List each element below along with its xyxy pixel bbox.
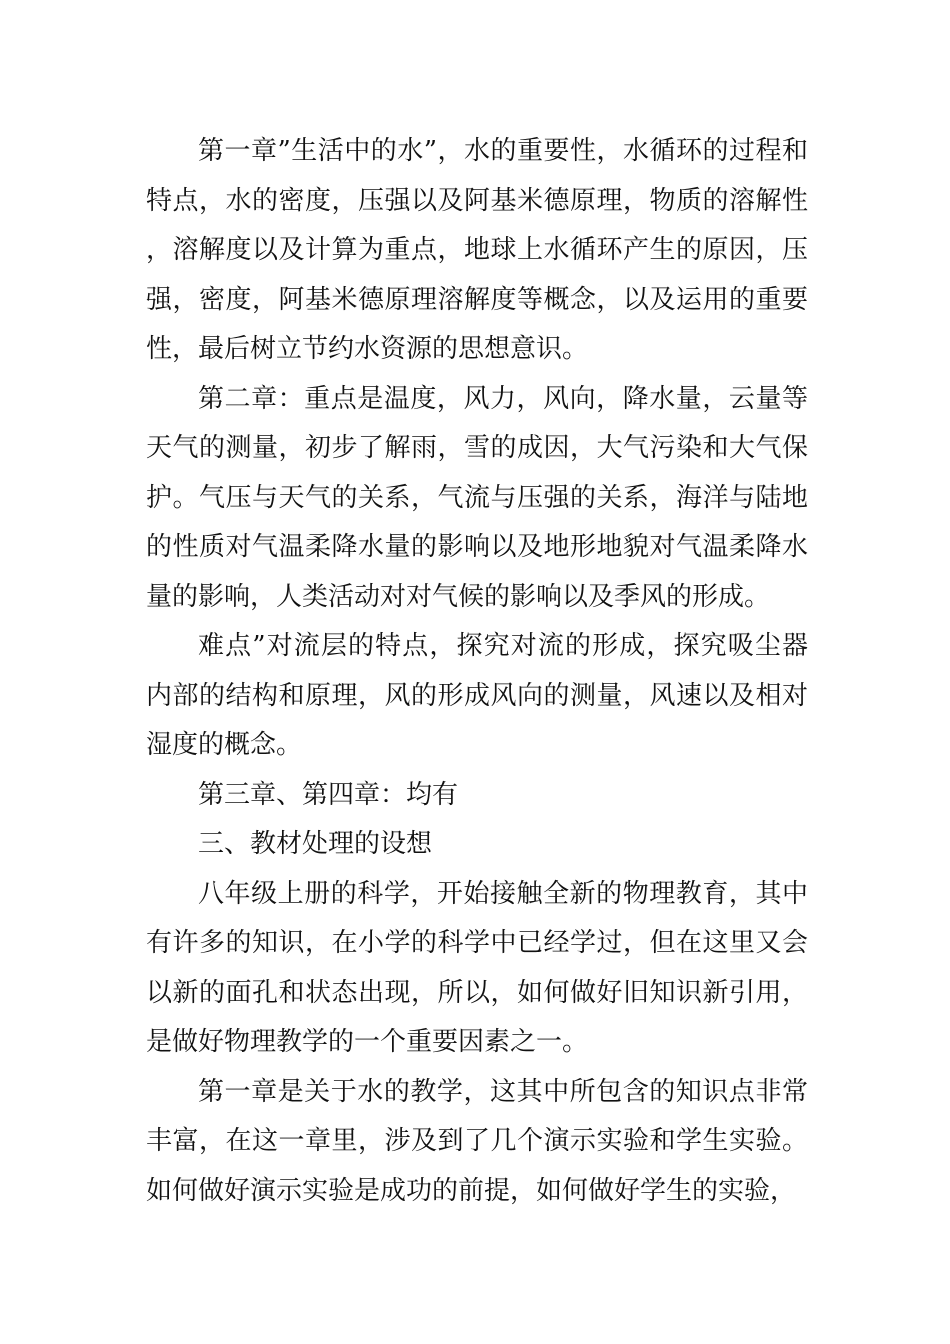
paragraph-chapter-two: 第二章：重点是温度，风力，风向，降水量，云量等天气的测量，初步了解雨，雪的成因，大气污染和大气保护。气压与天气的关系，气流与压强的关系，海洋与陆地的性质对气温柔降水量的影响以及地形地貌对气温柔降水量的影响，人类活动对对气候的影响以及季风的形成。 (146, 383, 808, 612)
document-body (146, 127, 808, 1216)
paragraph-difficulties: 难点”对流层的特点，探究对流的形成，探究吸尘器内部的结构和原理，风的形成风向的测量，风速以及相对湿度的概念。 (146, 631, 808, 760)
paragraph-chapters-three-four: 第三章、第四章：均有 (198, 779, 459, 810)
section-heading-textbook-plan: 三、教材处理的设想 (198, 829, 433, 859)
paragraph-grade-eight-science: 八年级上册的科学，开始接触全新的物理教育，其中有许多的知识，在小学的科学中已经学过，但在这里又会以新的面孔和状态出现，所以，如何做好旧知识新引用，是做好物理教学的一个重要因素之一。 (146, 878, 808, 1057)
paragraph-chapter-one-teaching: 第一章是关于水的教学，这其中所包含的知识点非常丰富，在这一章里，涉及到了几个演示实验和学生实验。如何做好演示实验是成功的前提，如何做好学生的实验， (146, 1076, 808, 1206)
paragraph-chapter-one: 第一章”生活中的水”，水的重要性，水循环的过程和特点，水的密度，压强以及阿基米德原理，物质的溶解性，溶解度以及计算为重点，地球上水循环产生的原因，压强，密度，阿基米德原理溶解度等概念，以及运用的重要性，最后树立节约水资源的思想意识。 (146, 136, 808, 364)
